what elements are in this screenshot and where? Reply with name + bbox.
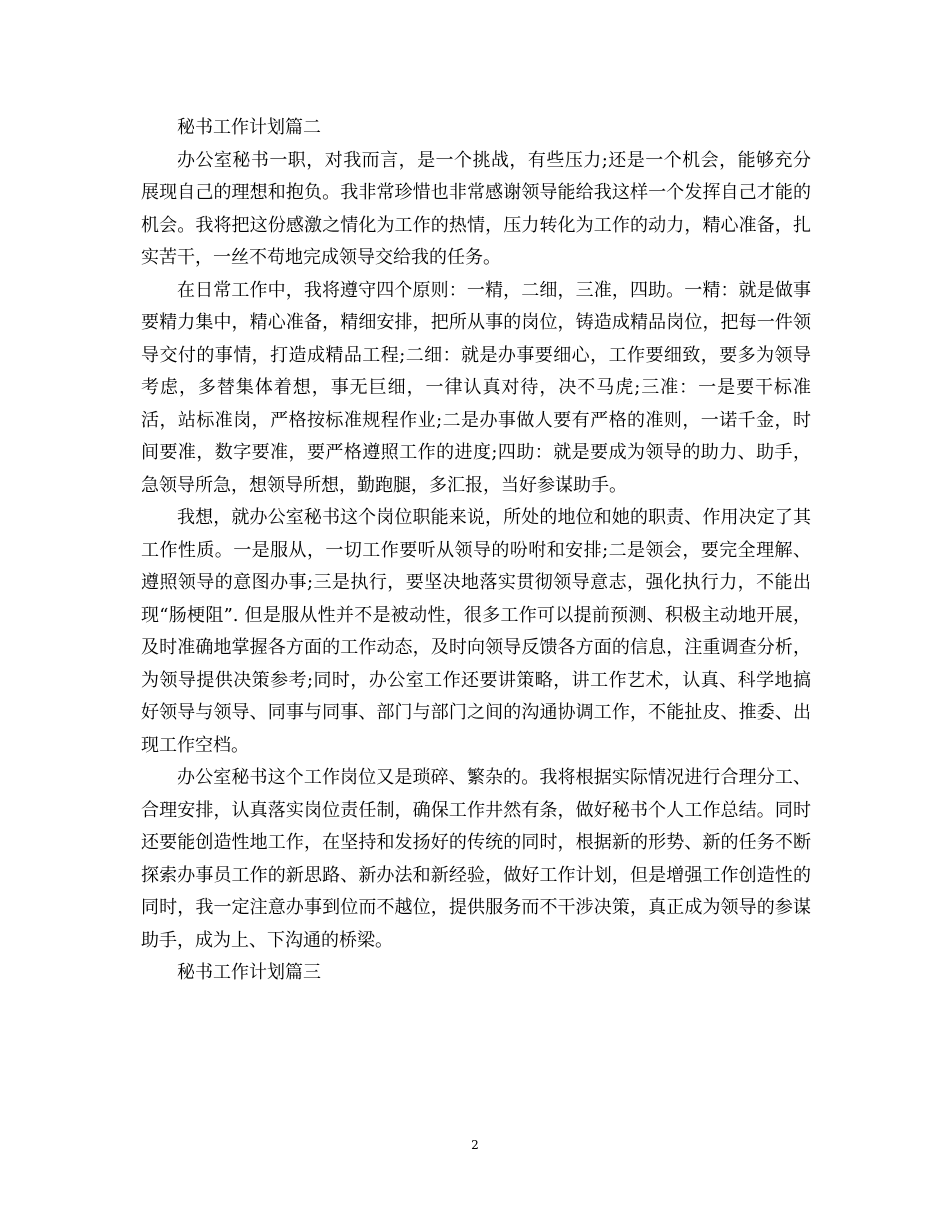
paragraph-2: 在日常工作中，我将遵守四个原则：一精，二细，三准，四助。一精：就是做事要精力集中，精心准备，精细安排，把所从事的岗位，铸造成精品岗位，把每一件领导交付的事情，打造成精品工程;二细：就是办事要细心，工作要细致，要多为领导考虑，多替集体着想，事无巨细，一律认真对待，决不马虎;三准：一是要干标准活，站标准岗，严格按标准规程作业;二是办事做人要有严格的准则，一诺千金，时间要准，数字要准，要严格遵照工作的进度;四助：就是要成为领导的助力、助手，急领导所急，想领导所想，勤跑腿，多汇报，当好参谋助手。 [141,279,811,496]
section-heading-3: 秘书工作计划篇三 [177,962,321,983]
paragraph-1: 办公室秘书一职，对我而言，是一个挑战，有些压力;还是一个机会，能够充分展现自己的理想和抱负。我非常珍惜也非常感谢领导能给我这样一个发挥自己才能的机会。我将把这份感激之情化为工作的热情，压力转化为工作的动力，精心准备，扎实苦干，一丝不苟地完成领导交给我的任务。 [141,149,811,268]
page-content [141,112,811,990]
paragraph-3: 我想，就办公室秘书这个岗位职能来说，所处的地位和她的职责、作用决定了其工作性质。一是服从，一切工作要听从领导的吩咐和安排;二是领会，要完全理解、遵照领导的意图办事;三是执行，要坚决地落实贯彻领导意志，强化执行力，不能出现“肠梗阻”. 但是服从性并不是被动性，很多工作可以提前预测、积极主动地开展，及时准确地掌握各方面的工作动态，及时向领导反馈各方面的信息，注重调查分析，为领导提供决策参考;同时，办公室工作还要讲策略，讲工作艺术，认真、科学地搞好领导与领导、同事与同事、部门与部门之间的沟通协调工作，不能扯皮、推委、出现工作空档。 [141,507,811,756]
section-heading-2: 秘书工作计划篇二 [177,117,321,138]
page-number: 2 [471,1138,479,1152]
paragraph-4: 办公室秘书这个工作岗位又是琐碎、繁杂的。我将根据实际情况进行合理分工、合理安排，认真落实岗位责任制，确保工作井然有条，做好秘书个人工作总结。同时还要能创造性地工作，在坚持和发扬好的传统的同时，根据新的形势、新的任务不断探索办事员工作的新思路、新办法和新经验，做好工作计划，但是增强工作创造性的同时，我一定注意办事到位而不越位，提供服务而不干涉决策，真正成为领导的参谋助手，成为上、下沟通的桥梁。 [141,767,811,951]
